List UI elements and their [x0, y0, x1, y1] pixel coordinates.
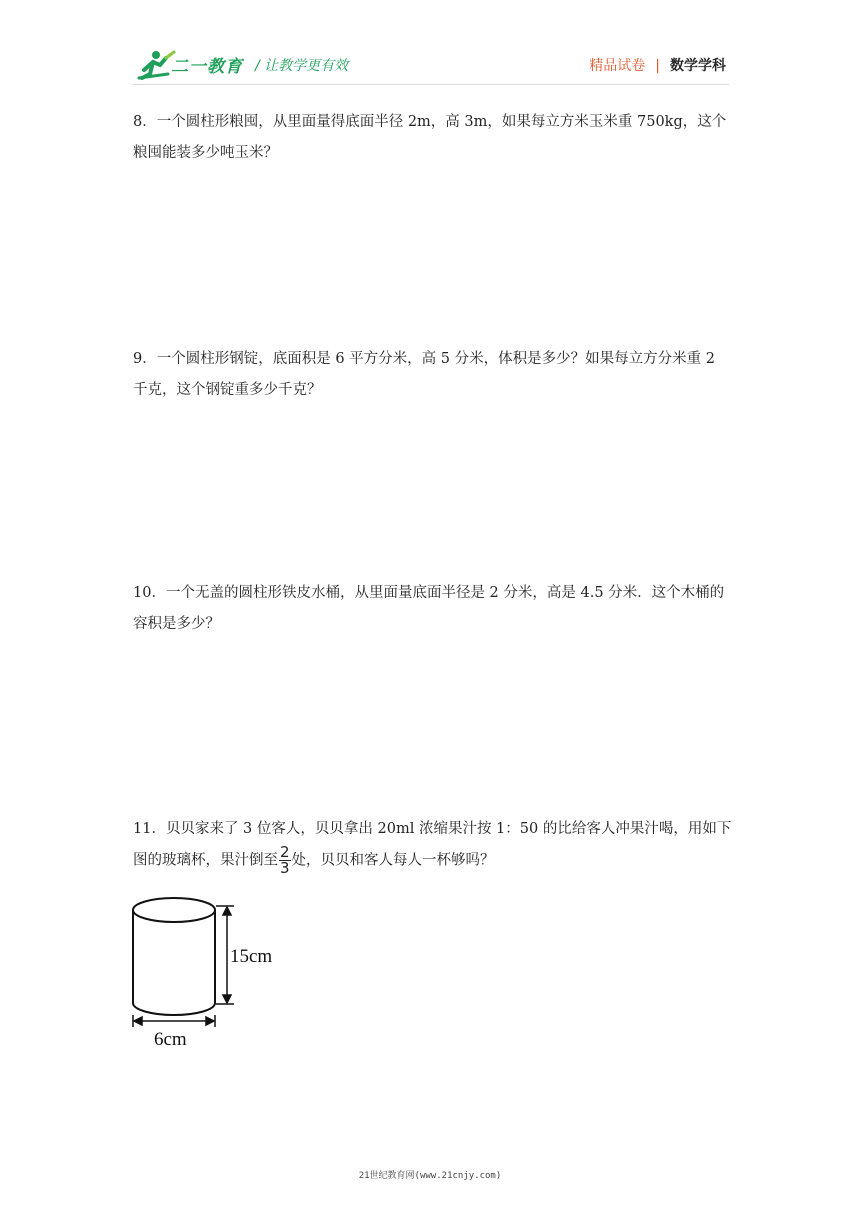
width-arrow — [133, 1015, 215, 1027]
question-line: 千克，这个钢锭重多少千克？ — [133, 382, 322, 398]
question-line — [133, 845, 733, 877]
header-divider — [133, 84, 729, 85]
question-text: 图的玻璃杯，果汁倒至 — [133, 852, 278, 869]
page-footer: 21世纪教育网(www.21cnjy.com) — [358, 1171, 502, 1181]
runner-logo-icon — [136, 48, 176, 82]
question-line: 粮囤能装多少吨玉米？ — [133, 145, 278, 161]
question-line: 11．贝贝家来了 3 位客人，贝贝拿出 20ml 浓缩果汁按 1：50 的比给客人冲果汁喝，用如下 — [133, 821, 732, 837]
question-line: 8．一个圆柱形粮囤，从里面量得底面半径 2m，高 3m，如果每立方米玉米重 750kg，这个 — [133, 114, 727, 130]
fraction-denominator: 3 — [280, 859, 290, 877]
logo-text: 二一教育 — [171, 57, 243, 77]
width-label: 6cm — [154, 1029, 187, 1050]
height-label: 15cm — [230, 946, 273, 967]
question-text: 处，贝贝和客人每人一杯够吗？ — [291, 852, 495, 869]
cylinder-drawing — [133, 898, 215, 1015]
header-right — [589, 55, 726, 75]
question-11 — [133, 814, 733, 877]
header-separator: | — [655, 58, 660, 74]
question-8 — [133, 107, 733, 169]
question-line: 容积是多少？ — [133, 616, 220, 632]
slogan: / 让教学更有效 — [255, 58, 349, 74]
question-line: 10．一个无盖的圆柱形铁皮水桶，从里面量底面半径是 2 分米，高是 4.5 分米．这个木桶的 — [133, 585, 725, 601]
page-header — [0, 0, 860, 96]
question-10 — [133, 578, 733, 640]
cylinder-glass-figure — [124, 893, 294, 1053]
fraction — [279, 845, 291, 876]
subject-label: 数学学科 — [670, 58, 726, 74]
question-line: 9．一个圆柱形钢锭，底面积是 6 平方分米，高 5 分米，体积是多少？如果每立方分米重 2 — [133, 351, 715, 367]
question-9 — [133, 344, 733, 406]
fraction-numerator: 2 — [280, 843, 290, 861]
header-label: 精品试卷 — [589, 58, 646, 74]
